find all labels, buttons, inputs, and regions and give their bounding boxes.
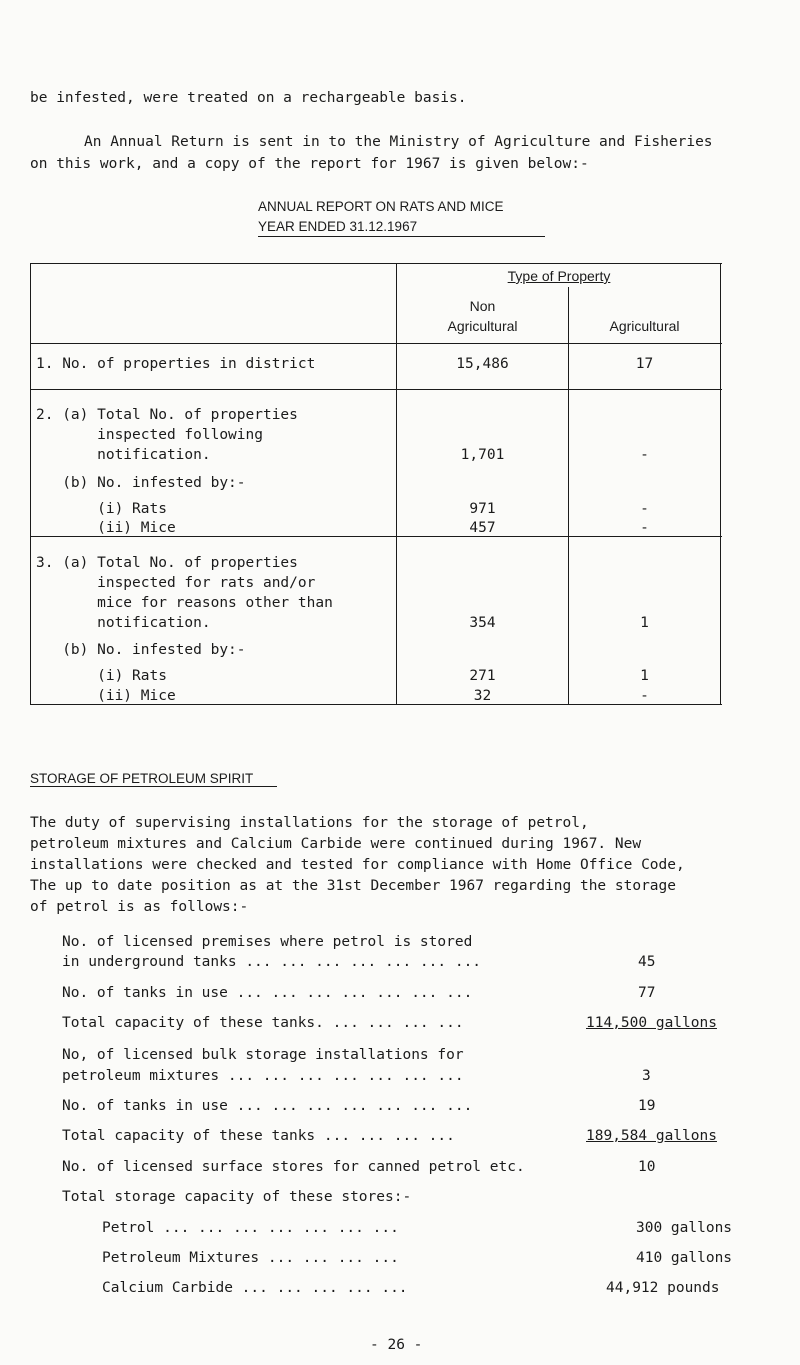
- storage-heading-underline: [30, 786, 277, 787]
- premises-underground-label-line-1: No. of licensed premises where petrol is stored: [62, 934, 473, 950]
- row-2a-label-line-2: inspected following: [36, 427, 263, 443]
- tanks-in-use-value: 77: [638, 985, 656, 1001]
- row-3a-label-line-1: 3. (a) Total No. of properties: [36, 555, 298, 571]
- report-title: ANNUAL REPORT ON RATS AND MICE: [258, 199, 504, 214]
- table-left-border: [30, 263, 31, 705]
- row-3b-ii-label: (ii) Mice: [36, 688, 176, 704]
- row-3a-non-agricultural: 354: [469, 615, 496, 631]
- tanks-in-use-label: No. of tanks in use ... ... ... ... ... ... ...: [62, 985, 473, 1001]
- row-2a-label-line-3: notification.: [36, 447, 211, 463]
- row-2b-ii-non-agricultural: 457: [469, 520, 496, 536]
- surface-stores-label: No. of licensed surface stores for canned petrol etc.: [62, 1159, 525, 1175]
- non-agricultural-header-line-1: Non: [469, 298, 496, 314]
- row-2b-label: (b) No. infested by:-: [36, 475, 246, 491]
- row-3a-label-line-3: mice for reasons other than: [36, 595, 333, 611]
- petroleum-mixtures-label: Petroleum Mixtures ... ... ... ...: [102, 1250, 399, 1266]
- bulk-installations-label-line-2: petroleum mixtures ... ... ... ... ... ... ...: [62, 1068, 464, 1084]
- storage-paragraph-line-3: installations were checked and tested for compliance with Home Office Code,: [30, 857, 685, 873]
- bulk-tanks-capacity-label: Total capacity of these tanks ... ... ... ...: [62, 1128, 455, 1144]
- row-2a-label-line-1: 2. (a) Total No. of properties: [36, 407, 298, 423]
- tanks-capacity-value: 114,500 gallons: [586, 1015, 717, 1031]
- intro-line: be infested, were treated on a rechargeable basis.: [30, 90, 467, 106]
- row-1-non-agricultural: 15,486: [456, 356, 509, 372]
- non-agricultural-header-line-2: Agricultural: [447, 318, 518, 334]
- storage-paragraph-line-4: The up to date position as at the 31st December 1967 regarding the storage: [30, 878, 677, 894]
- total-storage-capacity-label: Total storage capacity of these stores:-: [62, 1189, 412, 1205]
- premises-underground-value: 45: [638, 954, 656, 970]
- petrol-value: 300 gallons: [636, 1220, 733, 1236]
- storage-paragraph-line-5: of petrol is as follows:-: [30, 899, 249, 915]
- bulk-tanks-in-use-value: 19: [638, 1098, 656, 1114]
- column-divider-2: [568, 287, 569, 705]
- row-3b-i-label: (i) Rats: [36, 668, 167, 684]
- row-divider-1: [30, 343, 722, 344]
- tanks-capacity-label: Total capacity of these tanks. ... ... ... ...: [62, 1015, 464, 1031]
- row-2b-ii-agricultural: -: [640, 520, 649, 536]
- bulk-installations-label-line-1: No, of licensed bulk storage installations for: [62, 1047, 464, 1063]
- row-2b-i-non-agricultural: 971: [469, 501, 496, 517]
- report-subtitle: YEAR ENDED 31.12.1967: [258, 219, 418, 234]
- rats-mice-table: [30, 263, 722, 705]
- petroleum-mixtures-value: 410 gallons: [636, 1250, 733, 1266]
- bulk-tanks-capacity-value: 189,584 gallons: [586, 1128, 717, 1144]
- calcium-carbide-label: Calcium Carbide ... ... ... ... ...: [102, 1280, 408, 1296]
- row-3a-agricultural: 1: [640, 615, 649, 631]
- row-1-label: 1. No. of properties in district: [36, 356, 316, 372]
- row-2b-i-agricultural: -: [640, 501, 649, 517]
- intro-paragraph-line-1: An Annual Return is sent in to the Ministry of Agriculture and Fisheries: [84, 134, 713, 150]
- row-3b-ii-agricultural: -: [640, 688, 649, 704]
- subtitle-underline: [258, 236, 545, 237]
- row-3a-label-line-2: inspected for rats and/or: [36, 575, 316, 591]
- petrol-label: Petrol ... ... ... ... ... ... ...: [102, 1220, 399, 1236]
- calcium-carbide-value: 44,912 pounds: [606, 1280, 720, 1296]
- row-3b-ii-non-agricultural: 32: [473, 688, 492, 704]
- row-1-agricultural: 17: [635, 356, 654, 372]
- row-2b-i-label: (i) Rats: [36, 501, 167, 517]
- row-3a-label-line-4: notification.: [36, 615, 211, 631]
- row-divider-2: [30, 389, 722, 390]
- page-number: - 26 -: [370, 1337, 423, 1353]
- storage-paragraph-line-1: The duty of supervising installations for the storage of petrol,: [30, 815, 589, 831]
- bulk-tanks-in-use-label: No. of tanks in use ... ... ... ... ... ... ...: [62, 1098, 473, 1114]
- row-2a-agricultural: -: [640, 447, 649, 463]
- bulk-installations-value: 3: [642, 1068, 651, 1084]
- type-of-property-header: Type of Property: [507, 268, 611, 284]
- premises-underground-label-line-2: in underground tanks ... ... ... ... ... ... ...: [62, 954, 482, 970]
- table-top-border: [30, 263, 722, 264]
- surface-stores-value: 10: [638, 1159, 656, 1175]
- row-3b-i-agricultural: 1: [640, 668, 649, 684]
- agricultural-header: Agricultural: [609, 318, 680, 334]
- row-3b-i-non-agricultural: 271: [469, 668, 496, 684]
- row-2b-ii-label: (ii) Mice: [36, 520, 176, 536]
- storage-heading: STORAGE OF PETROLEUM SPIRIT: [30, 771, 254, 786]
- row-3b-label: (b) No. infested by:-: [36, 642, 246, 658]
- intro-paragraph-line-2: on this work, and a copy of the report for 1967 is given below:-: [30, 156, 589, 172]
- storage-paragraph-line-2: petroleum mixtures and Calcium Carbide were continued during 1967. New: [30, 836, 642, 852]
- row-2a-non-agricultural: 1,701: [460, 447, 505, 463]
- table-right-border: [720, 263, 721, 705]
